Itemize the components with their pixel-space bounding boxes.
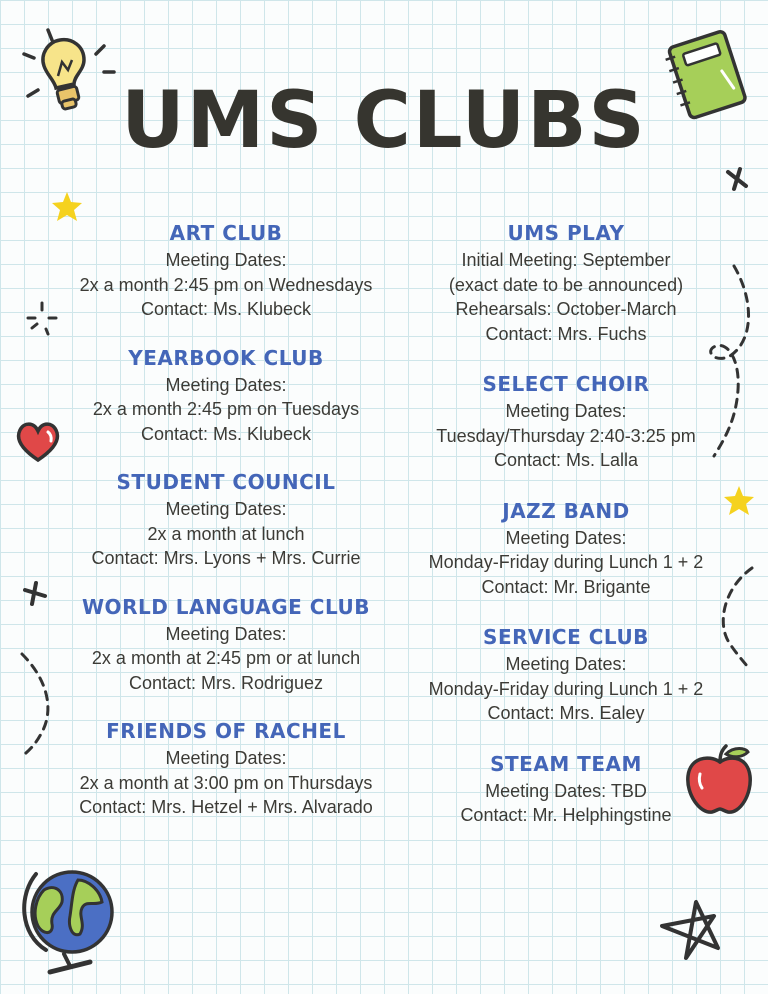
club-detail-line: Contact: Mrs. Ealey (487, 703, 645, 723)
club-detail-line: 2x a month at 3:00 pm on Thursdays (79, 772, 373, 793)
club-world-language-club (46, 594, 406, 696)
club-detail-line: Monday-Friday during Lunch 1 + 2 (428, 678, 704, 699)
club-detail-line: Meeting Dates: (505, 527, 627, 548)
club-jazz-band (386, 498, 746, 600)
club-art-club (46, 220, 406, 322)
club-detail-line: Contact: Ms. Klubeck (140, 423, 312, 444)
club-student-council (46, 469, 406, 571)
club-name: JAZZ BAND (502, 498, 630, 523)
club-detail-line: Contact: Mrs. Rodriguez (128, 672, 324, 693)
lightbulb-icon (14, 20, 124, 130)
club-detail-line: Meeting Dates: TBD (485, 780, 647, 801)
club-ums-play (386, 220, 746, 346)
heart-icon (14, 418, 62, 464)
club-detail-line: Contact: Mrs. Hetzel + Mrs. Alvarado (79, 797, 373, 817)
club-service-club (386, 624, 746, 726)
club-name: SERVICE CLUB (483, 625, 649, 649)
club-detail-line: Contact: Mr. Helphingstine (460, 805, 672, 825)
club-detail-line: Contact: Ms. Klubeck (140, 299, 312, 319)
club-detail-line: Tuesday/Thursday 2:40-3:25 pm (436, 425, 696, 446)
club-name: WORLD LANGUAGE CLUB (82, 594, 370, 619)
club-detail-line: Monday-Friday during Lunch 1 + 2 (428, 552, 704, 572)
notebook-icon (660, 26, 752, 122)
club-name: UMS PLAY (507, 221, 625, 245)
apple-icon (680, 742, 760, 818)
left-column (46, 220, 406, 843)
club-detail-line: Rehearsals: October-March (455, 299, 677, 319)
club-detail-line: Meeting Dates: (505, 654, 627, 674)
club-name: YEARBOOK CLUB (128, 345, 324, 370)
club-detail-line: Initial Meeting: September (461, 250, 671, 270)
club-yearbook-club (46, 345, 406, 447)
club-detail-line: Meeting Dates: (505, 401, 627, 421)
club-detail-line: 2x a month 2:45 pm on Wednesdays (79, 274, 373, 295)
star-icon (722, 484, 756, 516)
dashed-line-icon (714, 564, 764, 674)
globe-icon (14, 850, 124, 980)
club-detail-line: 2x a month 2:45 pm on Tuesdays (92, 399, 360, 419)
cross-icon (722, 164, 752, 194)
club-detail-line: Contact: Mr. Brigante (481, 576, 651, 597)
club-detail-line: (exact date to be announced) (448, 274, 684, 295)
club-detail-line: Meeting Dates: (165, 250, 287, 270)
club-name: STUDENT COUNCIL (116, 470, 336, 494)
club-detail-line: Contact: Ms. Lalla (493, 450, 639, 470)
club-detail-line: Meeting Dates: (165, 623, 287, 644)
club-detail-line: Contact: Mrs. Lyons + Mrs. Currie (91, 548, 361, 568)
doodle-star-icon (656, 896, 730, 966)
dashed-line-icon (14, 650, 60, 760)
page-title: UMS CLUBS (121, 76, 647, 166)
club-detail-line: 2x a month at 2:45 pm or at lunch (91, 648, 361, 668)
club-detail-line: Meeting Dates: (165, 748, 287, 768)
club-detail-line: 2x a month at lunch (147, 523, 305, 544)
club-name: SELECT CHOIR (482, 372, 650, 396)
club-detail-line: Meeting Dates: (165, 499, 287, 519)
club-name: ART CLUB (169, 221, 283, 245)
star-icon (50, 190, 84, 222)
dashed-line-icon (694, 260, 764, 460)
club-select-choir (386, 371, 746, 473)
club-name: FRIENDS OF RACHEL (106, 719, 346, 743)
club-detail-line: Contact: Mrs. Fuchs (485, 323, 647, 344)
club-friends-of-rachel (46, 718, 406, 820)
club-name: STEAM TEAM (490, 751, 642, 776)
club-detail-line: Meeting Dates: (165, 374, 287, 395)
sparkle-icon (24, 300, 60, 336)
cross-icon (20, 578, 50, 608)
